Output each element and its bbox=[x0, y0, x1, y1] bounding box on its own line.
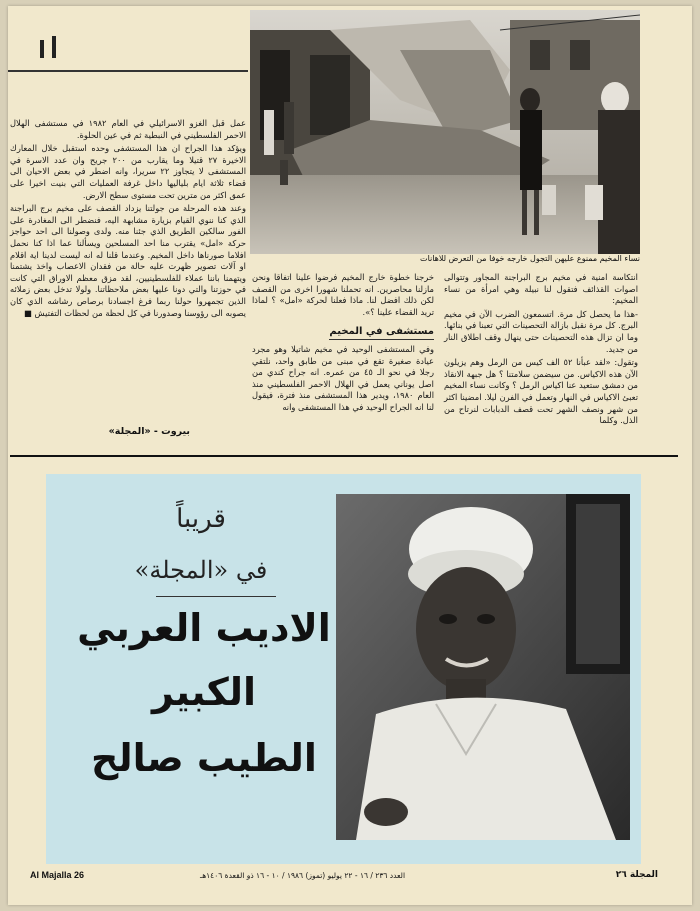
article-paragraph: وتقول: «لقد عبأنا ٥٢ الف كيس من الرمل وهم يزيلون الآن هذه الاكياس. من سيضمن سلامتنا ؟ هل جبهة الانقاذ من دمشق ستعيد عنا اكياس الرمل ؟ وكانت نساء المخيم تعبئ الاكياس في النهار وتعمل في الفرن ليلا. امضينا اكثر من شهر ونصف الشهر تحت قصف الدبابات لنرتاح من الذل. وكلما bbox=[444, 357, 638, 426]
article-paragraph: انتكاسة امنية في مخيم برج البراجنة المجاور وتتوالى اصوات القذائف فتقول لنا نبيلة وهي امرأة من نساء المخيم: bbox=[444, 272, 638, 306]
section-subhead: مستشفى في المخيم bbox=[329, 326, 434, 340]
article-paragraph: وفي المستشفى الوحيد في مخيم شاتيلا وهو مجرد عيادة صغيرة تقع في مبنى من طابق واحد، نلتقي رجلا في نحو الـ ٤٥ من عمره. انه جراح كندي من اصل يوناني يعمل في الهلال الاحمر الفلسطيني منذ العام ١٩٨٠، ويدير هذا المستشفى منذ فترة، فيقول لنا انه الجراح الوحيد في هذا المستشفى وانه bbox=[252, 343, 435, 412]
promo-soon-label: قريباً bbox=[176, 504, 226, 534]
article-paragraph: خرجنا خطوة خارج المخيم فرضوا علينا اتفاقا ونحن مازلنا محاصرين. انه تحملنا شهورا اخرى من القصف لكن ذلك افضل لنا. ماذا فعلنا لحركة «امل» ؟ لماذا تريد القضاء علينا ؟». bbox=[252, 272, 434, 317]
article-paragraph: -هذا ما يحصل كل مرة. اتسمعون الضرب الآن في مخيم البرج. كل مرة نقبل بازالة التحصينات التي تعبنا في بنائها. وما ان تزال هذه التحصينات حتى ينهال وقف اطلاق النار من جديد. bbox=[444, 308, 638, 354]
portrait-photo bbox=[336, 494, 630, 840]
portrait-photo-graphic bbox=[336, 494, 630, 840]
footer-magazine-page: Al Majalla 26 bbox=[30, 870, 85, 880]
corner-mark bbox=[52, 36, 56, 58]
promo-rule bbox=[156, 596, 276, 597]
page-footer bbox=[10, 870, 678, 886]
street-photo-graphic bbox=[250, 10, 640, 254]
top-rule bbox=[8, 70, 248, 72]
street-photo bbox=[250, 10, 640, 254]
section-divider bbox=[10, 455, 678, 457]
byline: بيروت - «المجلة» bbox=[108, 426, 190, 437]
promo-title-line: الطيب صالح bbox=[91, 736, 317, 780]
article-paragraph: وعند هذه المرحلة من جولتنا يزداد القصف على مخيم برج البراجنة الذي كنا ننوي القيام بزيارة مشابهة اليه، فنضطر الى المغادرة على الفور سالكين الطريق الذي جئنا منه. ولدى وصولنا الى احد حواجز حركة «امل» يقترب منا احد المسلحين ويسألنا عما اذا كنا نحمل افلاما صورناها داخل المخيم. وعندما قلنا له انه ليست لدينا اية اقلام او آلات تصوير ظهرت عليه حالة من فقدان الاعصاب واخذ يشتمنا ويتهمنا باننا عملاء للفلسطينيين، لقد مزق معظم الاوراق التي كانت في حوزتنا والتي دونا عليها بعض ملاحظاتنا. ولولا تدخل بعض زملائه الذين تجمهروا حولنا ربما فرغ اجسادنا برصاص رشاشه الذي كان يصوبه الى رؤوسنا وصدورنا في كل لحظة من لحظات التفتيش ■ bbox=[10, 203, 246, 318]
article-column-left bbox=[10, 118, 246, 321]
article-column-right bbox=[444, 272, 638, 429]
promo-in-magazine-label: في «المجلة» bbox=[134, 556, 268, 584]
promo-title-line: الكبير bbox=[151, 670, 257, 714]
promo-box bbox=[46, 474, 641, 864]
article-column-middle bbox=[252, 272, 434, 416]
footer-issue-info: العدد ٢٣٦ / ١٦ - ٢٢ يوليو (تموز) ١٩٨٦ / ١٠ - ١٦ ذو القعدة ١٤٠٦هـ bbox=[200, 871, 406, 880]
promo-title-line: الاديب العربي bbox=[77, 606, 331, 650]
article-paragraph: عمل قبل الغزو الاسرائيلي في العام ١٩٨٢ في مستشفى الهلال الاحمر الفلسطيني في النبطية ثم في عين الحلوة. bbox=[10, 118, 246, 140]
footer-page-number: المجلة ٢٦ bbox=[615, 870, 658, 880]
photo-caption: نساء المخيم ممنوع عليهن التجول خارجه خوفا من التعرض للاهانات bbox=[420, 254, 640, 263]
article-paragraph: ويؤكد هذا الجراح ان هذا المستشفى وحده استقبل خلال المعارك الاخيرة ٢٧ قتيلا وما يقارب من ٢٠٠ جريح وان عدد الاسرة في المستشفى لا يتجاوز ٢٢ سريرا، وانه اضطر في بعض الاحيان الى قضاء ثلاثة ايام بلياليها داخل غرفة العمليات التي بنيت اخيرا على عمق اكثر من مترين تحت مستوى سطح الارض. bbox=[10, 143, 247, 200]
corner-mark bbox=[40, 40, 44, 58]
